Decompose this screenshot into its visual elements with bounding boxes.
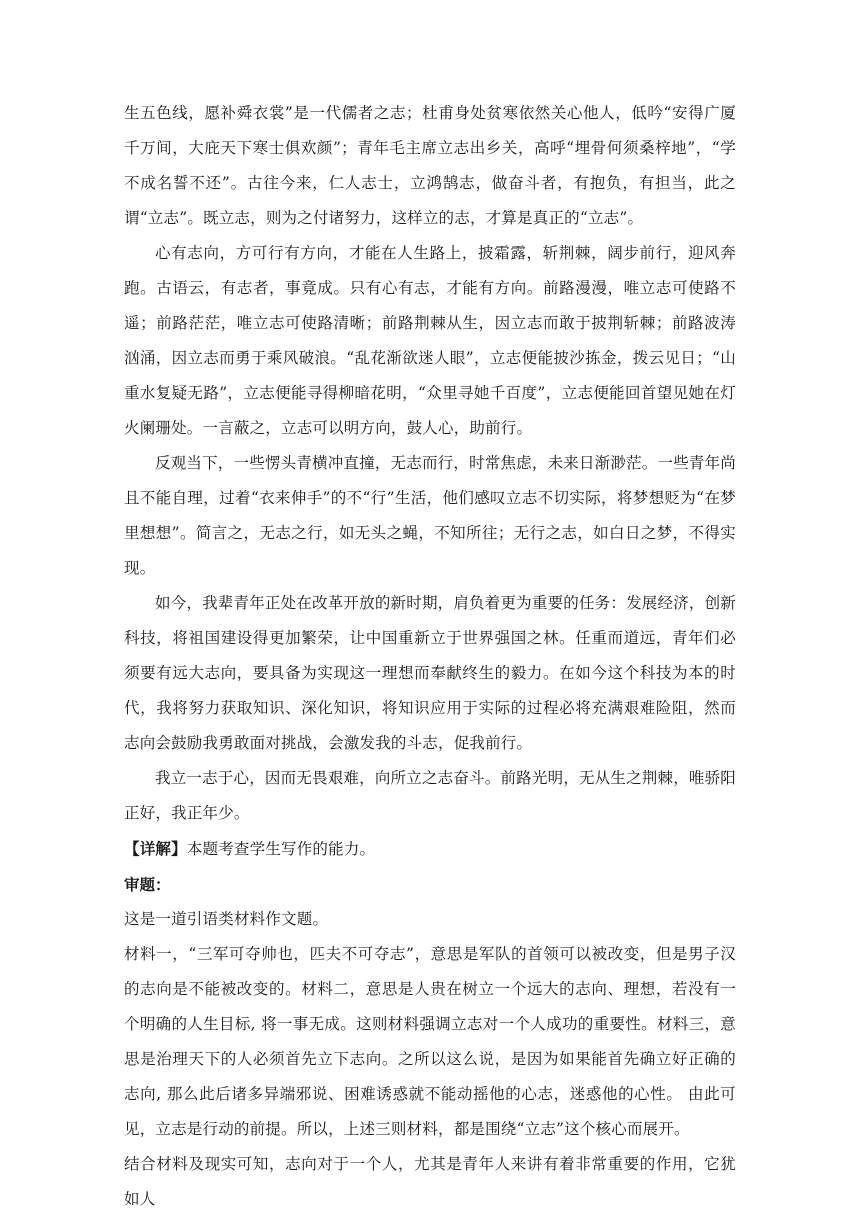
analysis-heading: 审题：	[124, 875, 171, 894]
document-page	[124, 96, 736, 1217]
essay-paragraph-4: 如今，我辈青年正处在改革开放的新时期，肩负着更为重要的任务：发展经济，创新科技，将祖国建设得更加繁荣，让中国重新立于世界强国之林。任重而道远，青年们必须要有远大志向，要具备为实现这一理想而奉献终生的毅力。在如今这个科技为本的时代，我将努力获取知识、深化知识，将知识应用于实际的过程必将充满艰难险阻，然而志向会鼓励我勇敢面对挑战，会激发我的斗志，促我前行。	[124, 594, 736, 752]
analysis-paragraph-2: 材料一，“三军可夺帅也，匹夫不可夺志”，意思是军队的首领可以被改变，但是男子汉的志向是不能被改变的。材料二，意思是人贵在树立一个远大的志向、理想，若没有一个明确的人生目标, 将一事无成。这则材料强调立志对一个人成功的重要性。材料三，意思是治理天下的人必须首先立下志向。之所以这么说，是因为如果能首先确立好正确的志向, 那么此后诸多异端邪说、困难诱惑就不能动摇他的心志，迷惑他的心性。 由此可见，立志是行动的前提。所以，上述三则材料，都是围绕“立志”这个核心而展开。	[124, 945, 736, 1138]
essay-paragraph-3: 反观当下，一些愣头青横冲直撞，无志而行，时常焦虑，未来日渐渺茫。一些青年尚且不能自理，过着“衣来伸手”的不“行”生活，他们感叹立志不切实际，将梦想贬为“在梦里想想”。简言之，无志之行，如无头之蝇，不知所往；无行之志，如白日之梦，不得实现。	[124, 454, 736, 577]
detail-label: 【详解】	[124, 839, 187, 858]
detail-paragraph	[124, 831, 736, 867]
essay-paragraph-2: 心有志向，方可行有方向，才能在人生路上，披霜露，斩荆棘，阔步前行，迎风奔跑。古语云，有志者，事竟成。只有心有志，才能有方向。前路漫漫，唯立志可使路不遥；前路茫茫，唯立志可使路清晰；前路荆棘从生，因立志而敢于披荆斩棘；前路波涛汹涌，因立志而勇于乘风破浪。“乱花渐欲迷人眼”，立志便能披沙拣金，拨云见日；“山重水复疑无路”，立志便能寻得柳暗花明，“众里寻她千百度”，立志便能回首望见她在灯火阑珊处。一言蔽之，立志可以明方向，鼓人心，助前行。	[124, 244, 736, 437]
analysis-paragraph-3: 结合材料及现实可知，志向对于一个人，尤其是青年人来讲有着非常重要的作用，它犹如人	[124, 1155, 736, 1208]
analysis-paragraph-1: 这是一道引语类材料作文题。	[124, 910, 329, 928]
detail-text: 本题考查学生写作的能力。	[186, 840, 376, 858]
essay-paragraph-1: 生五色线，愿补舜衣裳”是一代儒者之志；杜甫身处贫寒依然关心他人，低吟“安得广厦千万间，大庇天下寒士俱欢颜”；青年毛主席立志出乡关，高呼“埋骨何须桑梓地”，“学不成名誓不还”。古往今来，仁人志士，立鸿鹄志，做奋斗者，有抱负，有担当，此之谓“立志”。既立志，则为之付诸努力，这样立的志，才算是真正的“立志”。	[124, 104, 736, 227]
essay-paragraph-5: 我立一志于心，因而无畏艰难，向所立之志奋斗。前路光明，无从生之荆棘，唯骄阳正好，我正年少。	[124, 769, 736, 822]
